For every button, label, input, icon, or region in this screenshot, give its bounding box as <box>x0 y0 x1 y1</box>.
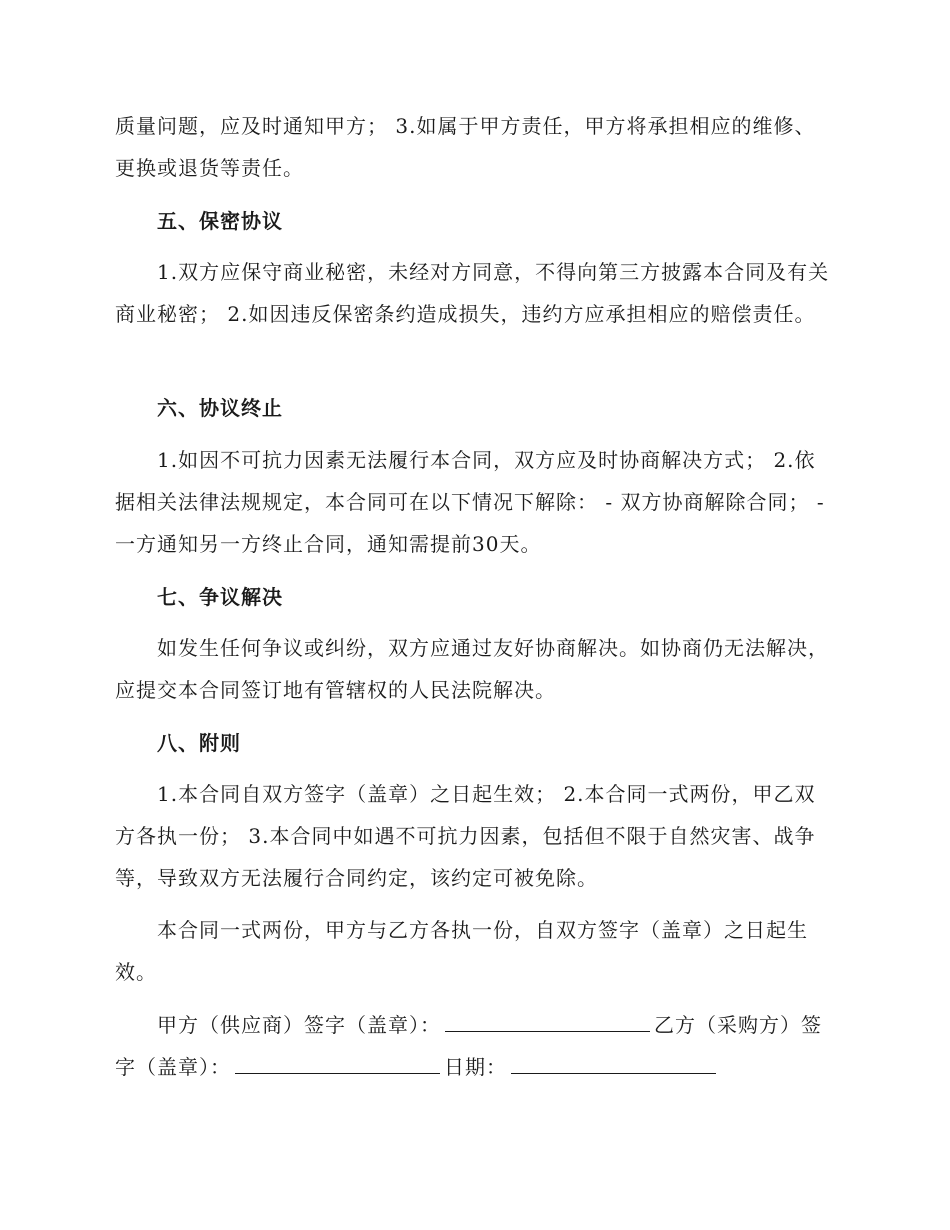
signature-block <box>115 1004 835 1088</box>
date-line[interactable] <box>511 1051 716 1074</box>
section-body-dispute: 如发生任何争议或纠纷，双方应通过友好协商解决。如协商仍无法解决，应提交本合同签订地有管辖权的人民法院解决。 <box>115 636 829 702</box>
party-a-signature-label: 甲方（供应商）签字（盖章）： <box>157 1013 441 1037</box>
party-a-signature-line[interactable] <box>445 1009 650 1032</box>
closing-paragraph: 本合同一式两份，甲方与乙方各执一份，自双方签字（盖章）之日起生效。 <box>115 918 808 984</box>
section-heading-supplementary: 八、附则 <box>157 731 241 755</box>
section-body-termination: 1.如因不可抗力因素无法履行本合同，双方应及时协商解决方式； 2.依据相关法律法规规定，本合同可在以下情况下解除： - 双方协商解除合同； - 一方通知另一方终止合同，通知需提前30天。 <box>115 448 825 556</box>
section-body-confidentiality: 1.双方应保守商业秘密，未经对方同意，不得向第三方披露本合同及有关商业秘密； 2.如因违反保密条约造成损失，违约方应承担相应的赔偿责任。 <box>115 260 830 326</box>
intro-continuation-paragraph: 质量问题，应及时通知甲方； 3.如属于甲方责任，甲方将承担相应的维修、更换或退货等责任。 <box>115 114 816 180</box>
party-b-signature-line[interactable] <box>235 1051 440 1074</box>
section-heading-confidentiality: 五、保密协议 <box>157 209 283 233</box>
party-b-signature-label: 乙方（采购方）签字（盖章）： <box>115 1013 822 1079</box>
section-heading-dispute: 七、争议解决 <box>157 585 283 609</box>
section-heading-termination: 六、协议终止 <box>157 396 283 420</box>
section-body-supplementary: 1.本合同自双方签字（盖章）之日起生效； 2.本合同一式两份，甲乙双方各执一份； 3.本合同中如遇不可抗力因素，包括但不限于自然灾害、战争等，导致双方无法履行合同约定，该约定可被免除。 <box>115 782 816 890</box>
date-label: 日期： <box>444 1055 507 1079</box>
